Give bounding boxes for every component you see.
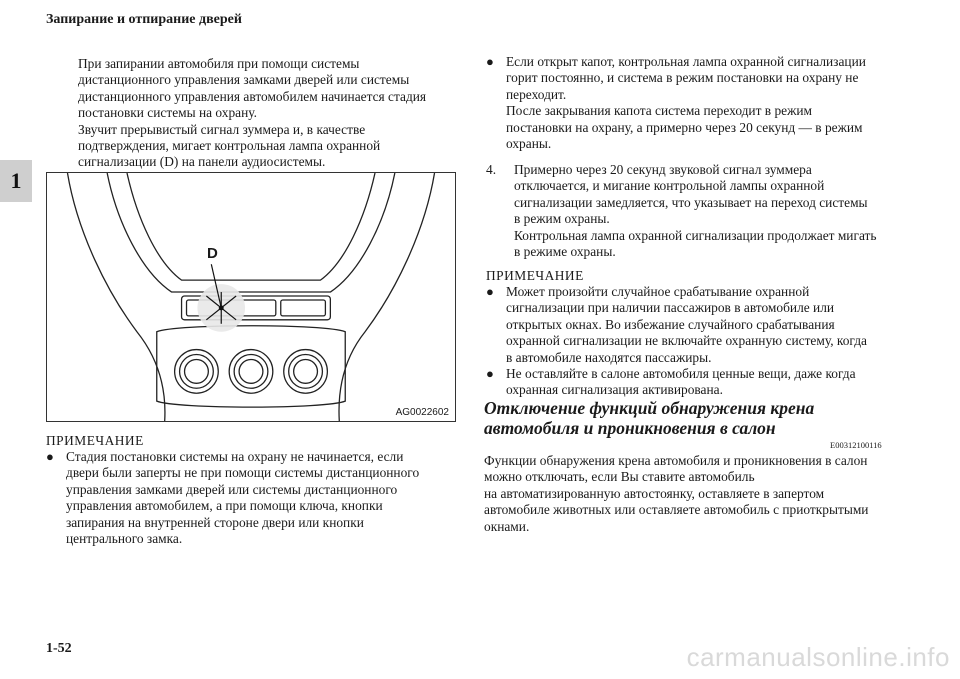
watermark: carmanualsonline.info bbox=[686, 642, 950, 672]
bullet-line: горит постоянно, и система в режим постановки на охрану не bbox=[506, 70, 859, 86]
intro-line: При запирании автомобиля при помощи системы bbox=[78, 56, 360, 71]
intro-paragraph bbox=[78, 56, 458, 171]
note-line: в автомобиле находятся пассажиры. bbox=[506, 349, 712, 365]
section-line: автомобиле животных или оставляете автомобиль с приоткрытыми bbox=[484, 502, 869, 518]
note-line: двери были заперты не при помощи системы дистанционного bbox=[66, 465, 420, 481]
section-title bbox=[484, 398, 904, 438]
step-line: отключается, и мигание контрольной лампы охранной bbox=[514, 178, 825, 194]
note-line: запирания на внутренней стороне двери или кнопки bbox=[66, 514, 364, 530]
step-line: Примерно через 20 секунд звуковой сигнал зуммера bbox=[514, 162, 812, 177]
section-title-line: Отключение функций обнаружения крена bbox=[484, 398, 815, 418]
dashboard-figure bbox=[46, 172, 456, 422]
intro-line: постановки системы на охрану. bbox=[78, 105, 257, 121]
intro-line: подтверждения, мигает контрольная лампа охранной bbox=[78, 138, 381, 154]
note-line: центрального замка. bbox=[66, 531, 183, 547]
note-heading: ПРИМЕЧАНИЕ bbox=[486, 268, 584, 283]
page-number: 1-52 bbox=[46, 641, 72, 656]
dashboard-illustration bbox=[47, 173, 455, 421]
note-line: Стадия постановки системы на охрану не начинается, если bbox=[66, 449, 404, 464]
section-line: на автоматизированную автостоянку, оставляете в запертом bbox=[484, 485, 825, 501]
note-line: управления замками дверей или системы дистанционного bbox=[66, 481, 398, 497]
hood-open-bullet bbox=[486, 54, 906, 152]
note-line: сигнализации при наличии пассажиров в автомобиле или bbox=[506, 300, 835, 316]
intro-line: дистанционного управления автомобилем начинается стадия bbox=[78, 88, 427, 104]
chapter-tab: 1 bbox=[0, 160, 32, 202]
note-line: охранная сигнализация активирована. bbox=[506, 382, 723, 398]
note-line: охранной сигнализации не включайте охранную систему, когда bbox=[506, 333, 867, 349]
bullet-line: После закрывания капота система переходит в режим bbox=[506, 103, 813, 119]
bullet-line: охраны. bbox=[506, 136, 552, 152]
section-title-line: автомобиля и проникновения в салон bbox=[484, 418, 776, 438]
note-line: открытых окнах. Во избежание случайного срабатывания bbox=[506, 316, 835, 332]
section-line: Функции обнаружения крена автомобиля и проникновения в салон bbox=[484, 453, 868, 468]
section-body bbox=[484, 453, 904, 535]
step-number: 4. bbox=[486, 162, 497, 177]
figure-callout-d: D bbox=[207, 245, 218, 262]
note-heading: ПРИМЕЧАНИЕ bbox=[46, 433, 144, 448]
bullet-icon: ● bbox=[486, 54, 494, 69]
step-line: сигнализации замедляется, что указывает на переход системы bbox=[514, 194, 868, 210]
right-note bbox=[486, 268, 906, 399]
note-line: Может произойти случайное срабатывание охранной bbox=[506, 284, 810, 299]
section-line: окнами. bbox=[484, 518, 530, 534]
bullet-line: переходит. bbox=[506, 86, 567, 102]
note-line: управления автомобилем, а при помощи ключа, кнопки bbox=[66, 498, 383, 514]
left-note bbox=[46, 433, 446, 547]
step-line: в режим охраны. bbox=[514, 211, 610, 227]
note-bullet bbox=[486, 284, 906, 366]
intro-line: Звучит прерывистый сигнал зуммера и, в качестве bbox=[78, 121, 366, 137]
section-line: можно отключать, если Вы ставите автомобиль bbox=[484, 469, 755, 485]
note-line: Не оставляйте в салоне автомобиля ценные вещи, даже когда bbox=[506, 366, 856, 382]
figure-code: AG0022602 bbox=[395, 407, 449, 418]
step-line: Контрольная лампа охранной сигнализации продолжает мигать bbox=[514, 227, 877, 243]
bullet-icon: ● bbox=[46, 449, 54, 464]
intro-line: сигнализации (D) на панели аудиосистемы. bbox=[78, 154, 326, 170]
bullet-line: постановки на охрану, а примерно через 20 секунд — в режим bbox=[506, 119, 863, 135]
section-code: E00312100116 bbox=[830, 440, 882, 450]
note-bullet bbox=[486, 366, 906, 399]
step-line: в режиме охраны. bbox=[514, 244, 616, 260]
step-4 bbox=[486, 162, 906, 260]
bullet-line: Если открыт капот, контрольная лампа охранной сигнализации bbox=[506, 54, 866, 69]
intro-line: дистанционного управления замками дверей или системы bbox=[78, 72, 410, 88]
note-bullet bbox=[46, 449, 446, 547]
bullet-icon: ● bbox=[486, 284, 494, 299]
page-header-title: Запирание и отпирание дверей bbox=[46, 12, 242, 27]
bullet-icon: ● bbox=[486, 366, 494, 382]
